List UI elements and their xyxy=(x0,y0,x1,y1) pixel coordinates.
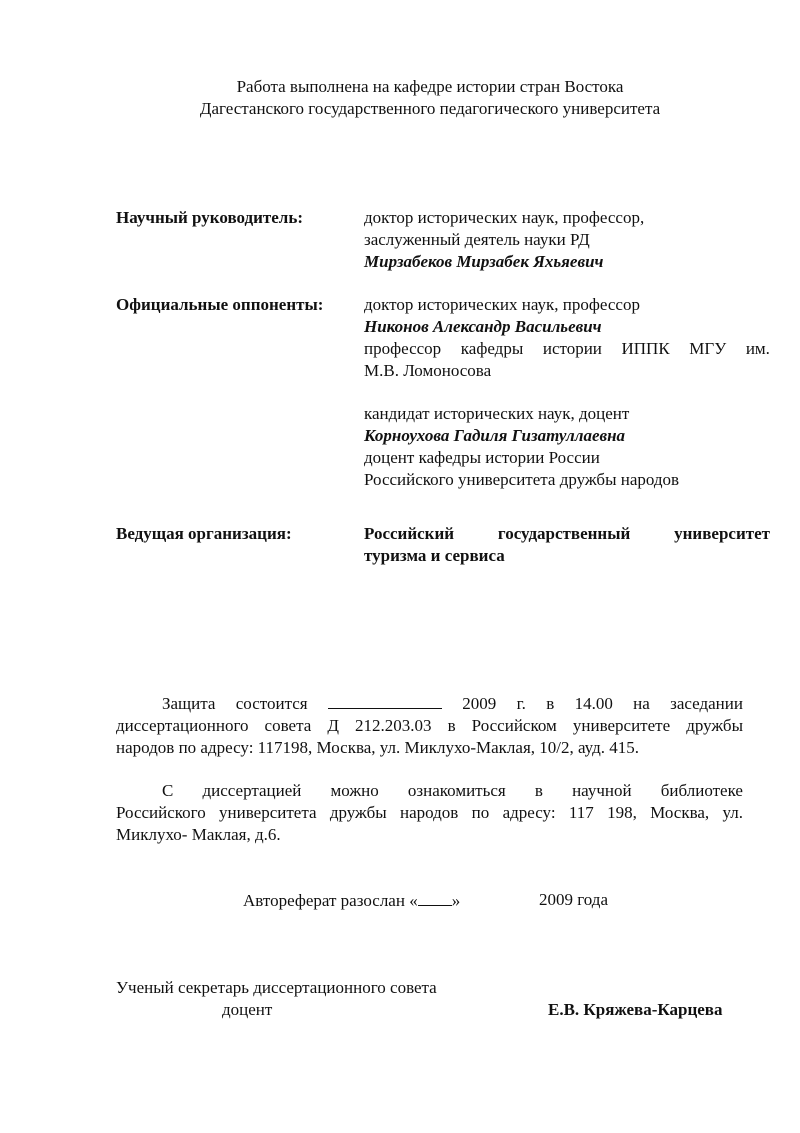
word: им. xyxy=(745,339,770,358)
date-blank xyxy=(328,708,442,709)
supervisor-title: заслуженный деятель науки РД xyxy=(364,230,590,249)
word: истории xyxy=(542,339,602,358)
word: можно xyxy=(330,781,379,800)
word: Российский xyxy=(364,524,455,543)
word: ознакомиться xyxy=(407,781,506,800)
word: 2009 xyxy=(462,694,497,713)
distributed-suffix: » xyxy=(451,891,461,910)
day-blank xyxy=(418,889,452,906)
opponent1-degree: доктор исторических наук, профессор xyxy=(364,295,640,314)
opponents-label: Официальные оппоненты: xyxy=(116,295,324,314)
library-line-3: Миклухо- Маклая, д.6. xyxy=(116,825,281,844)
word: С xyxy=(162,781,174,800)
word: МГУ xyxy=(689,339,727,358)
distributed-prefix: Автореферат разослан « xyxy=(243,891,418,910)
word: на xyxy=(633,694,650,713)
secretary-rank: доцент xyxy=(222,1000,273,1019)
header-line-2: Дагестанского государственного педагогического университета xyxy=(199,99,661,118)
word: в xyxy=(534,781,543,800)
word: государственный xyxy=(497,524,631,543)
word: Защита xyxy=(162,694,216,713)
defense-line-2: диссертационного совета Д 212.203.03 в Российском университете дружбы xyxy=(116,716,743,735)
opponent2-position-line-2: Российского университета дружбы народов xyxy=(364,470,680,489)
supervisor-name: Мирзабеков Мирзабек Яхьяевич xyxy=(364,252,604,271)
lead-org-line-2: туризма и сервиса xyxy=(364,546,505,565)
opponent1-position-line-1 xyxy=(364,338,770,360)
word: кафедры xyxy=(460,339,524,358)
word: диссертацией xyxy=(202,781,302,800)
word: университет xyxy=(674,524,770,543)
word: г. xyxy=(516,694,526,713)
library-line-2: Российского университета дружбы народов по адресу: 117 198, Москва, ул. xyxy=(116,803,743,822)
opponent2-name: Корноухова Гадиля Гизатуллаевна xyxy=(364,426,626,445)
word: профессор xyxy=(364,339,442,358)
word: состоится xyxy=(235,694,308,713)
secretary-name: Е.В. Кряжева-Карцева xyxy=(548,1000,723,1019)
word: ИППК xyxy=(621,339,670,358)
word: в xyxy=(546,694,555,713)
header-line-1: Работа выполнена на кафедре истории стран Востока xyxy=(236,77,624,96)
word: научной xyxy=(572,781,632,800)
word: библиотеке xyxy=(660,781,743,800)
secretary-title: Ученый секретарь диссертационного совета xyxy=(116,978,437,997)
distributed-year: 2009 года xyxy=(539,890,609,909)
opponent2-degree: кандидат исторических наук, доцент xyxy=(364,404,630,423)
word: 14.00 xyxy=(574,694,613,713)
opponent1-position-line-2: М.В. Ломоносова xyxy=(364,361,492,380)
library-line-1 xyxy=(162,780,743,802)
distributed-line xyxy=(243,889,460,912)
defense-line-1 xyxy=(162,693,743,715)
word: заседании xyxy=(670,694,743,713)
defense-line-3: народов по адресу: 117198, Москва, ул. Миклухо-Маклая, 10/2, ауд. 415. xyxy=(116,738,640,757)
lead-org-line-1 xyxy=(364,523,770,545)
opponent1-name: Никонов Александр Васильевич xyxy=(364,317,602,336)
lead-org-label: Ведущая организация: xyxy=(116,524,292,543)
supervisor-label: Научный руководитель: xyxy=(116,208,303,227)
supervisor-degree: доктор исторических наук, профессор, xyxy=(364,208,645,227)
opponent2-position-line-1: доцент кафедры истории России xyxy=(364,448,600,467)
